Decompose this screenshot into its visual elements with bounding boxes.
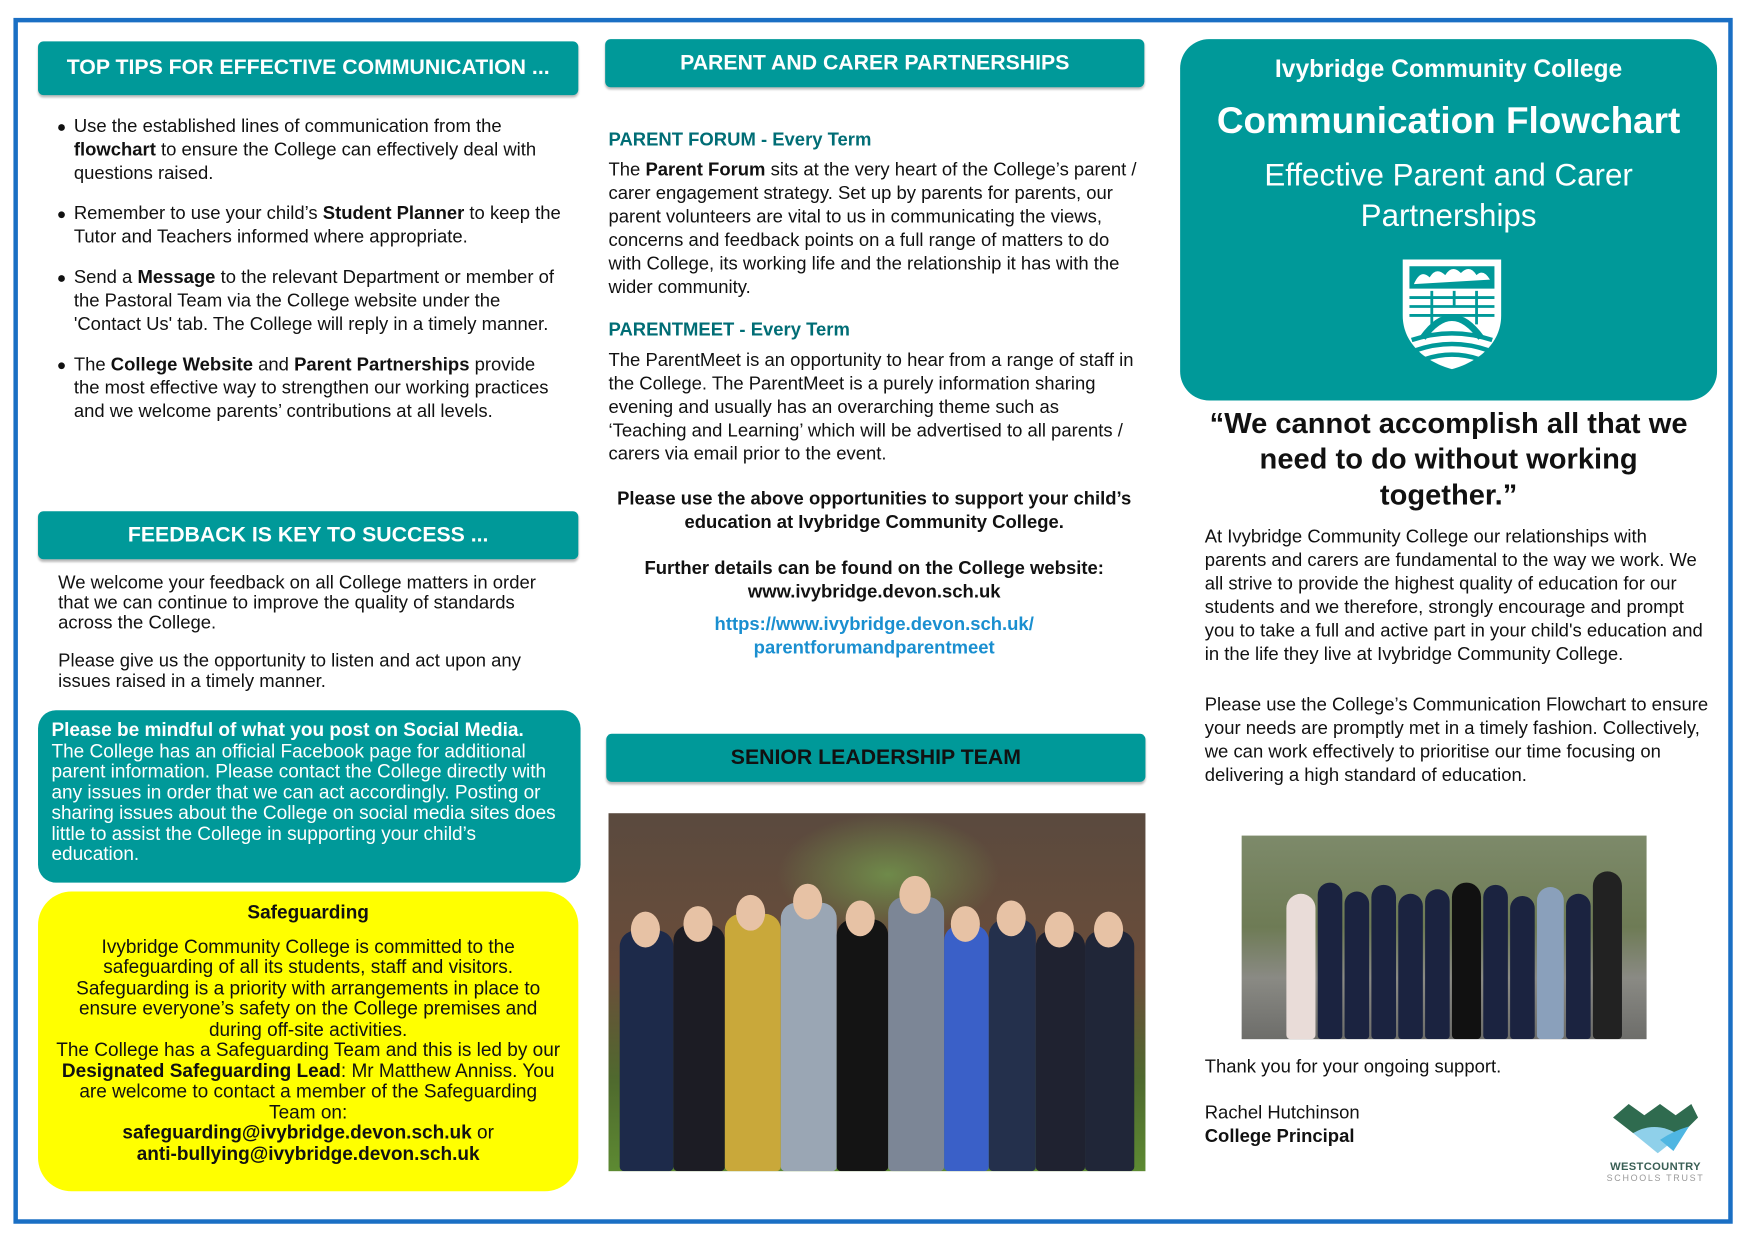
lead-label: Designated Safeguarding Lead [61, 1059, 341, 1082]
tip-item [58, 202, 561, 249]
tip-text: Remember to use your child’s [73, 203, 323, 224]
tip-text: provide the most effective way to strengthen our working practices and we welcome parents’ contributions at all levels. [73, 354, 549, 422]
letter-paragraph: At Ivybridge Community College our relationships with parents and carers are fundamental to the way we work. We all strive to provide the highest quality of education for our students and we therefore, strongly encourage and prompt you to take a full and active part in your child's education and in the life they live at Ivybridge Community College. [1204, 526, 1703, 665]
tip-text: to the relevant Department or member of the Pastoral Team via the College website under the 'Contact Us' tab. The College will reply in a timely manner. [73, 267, 554, 335]
slt-header [606, 734, 1145, 782]
tips-header-text: TOP TIPS FOR EFFECTIVE COMMUNICATION ... [66, 55, 550, 80]
tip-text: Send a [73, 267, 138, 288]
safeguarding-box [38, 892, 578, 1192]
text: or [471, 1121, 494, 1144]
website-text[interactable]: www.ivybridge.devon.sch.uk [747, 581, 1001, 602]
tip-item [58, 353, 561, 423]
tip-bold: College Website [110, 354, 254, 375]
social-media-body: The College has an official Facebook page for additional parent information. Please contact the College directly with any issues in order that we can act accordingly. Posting or sharing issues about the College on social media sites does little to assist the College in supporting your child’s education. [51, 739, 556, 865]
slt-photo [609, 813, 1146, 1171]
westcountry-logo-icon [1611, 1102, 1700, 1156]
text: sits at the very heart of the College’s parent / carer engagement strategy. Set up by parents for parents, our parent volunteers are vital to us in communicating the views, concerns and feedback points on a full range of matters to do with College, its working life and the relationship it has with the wider community. [608, 159, 1137, 298]
further-details: Further details can be found on the College website: [644, 558, 1104, 579]
partnerships-header [605, 39, 1144, 87]
text: : Mr Matthew Anniss. You are welcome to contact a member of the Safeguarding Team on: [79, 1059, 555, 1123]
partnerships-text [609, 129, 1140, 660]
parent-forum-body [609, 159, 1140, 300]
safeguarding-email[interactable]: safeguarding@ivybridge.devon.sch.uk [122, 1121, 472, 1144]
feedback-paragraph: We welcome your feedback on all College matters in order that we can continue to improve the quality of standards across the College. [58, 572, 536, 634]
tip-text: Use the established lines of communication from the [73, 116, 502, 137]
feedback-header [38, 511, 578, 559]
college-crest-icon [1398, 257, 1505, 371]
tip-text: and [253, 354, 295, 375]
principal-letter [1205, 526, 1711, 788]
document-subtitle: Effective Parent and Carer Partnerships [1264, 157, 1633, 233]
principal-name: Rachel Hutchinson [1204, 1102, 1360, 1124]
letter-paragraph: Please use the College’s Communication Flowchart to ensure your needs are promptly met in a timely fashion. Collectively, we can work effectively to prioritise our time focusing on delivering a high standard of education. [1204, 694, 1709, 786]
tip-bold: Message [137, 267, 216, 288]
principal-quote: “We cannot accomplish all that we need to do without working together.” [1209, 406, 1688, 512]
anti-bullying-email[interactable]: anti-bullying@ivybridge.devon.sch.uk [136, 1142, 480, 1164]
safeguarding-lead [54, 1040, 563, 1123]
parentmeet-body: The ParentMeet is an opportunity to hear from a range of staff in the College. The ParentMeet is a purely information sharing evening and usually has an overarching theme such as ‘Teaching and Learning’ which will be advertised to all parents / carers via email prior to the event. [608, 350, 1134, 465]
feedback-header-text: FEEDBACK IS KEY TO SUCCESS ... [127, 522, 489, 547]
tip-text: to ensure the College can effectively deal with questions raised. [73, 139, 537, 184]
tips-header [38, 41, 578, 95]
safeguarding-title: Safeguarding [247, 901, 369, 923]
forum-link-path[interactable]: parentforumandparentmeet [753, 637, 995, 658]
logo-subtext: SCHOOLS TRUST [1606, 1173, 1705, 1184]
tip-bold: Student Planner [322, 203, 465, 224]
text-bold: Parent Forum [645, 159, 766, 181]
text: The College has a Safeguarding Team and this is led by our [56, 1039, 561, 1061]
forum-link[interactable]: https://www.ivybridge.devon.sch.uk/ [714, 614, 1034, 635]
tips-list [58, 115, 561, 441]
partnerships-header-text: PARENT AND CARER PARTNERSHIPS [680, 50, 1070, 75]
tip-bold: flowchart [73, 139, 156, 160]
slt-header-text: SENIOR LEADERSHIP TEAM [730, 745, 1021, 770]
cta-text: Please use the above opportunities to support your child’s education at Ivybridge Community College. [617, 488, 1132, 533]
social-media-title: Please be mindful of what you post on Social Media. [51, 719, 524, 741]
text: The [608, 159, 646, 181]
tip-item [58, 266, 561, 336]
logo-text: WESTCOUNTRY [1610, 1161, 1701, 1174]
college-name: Ivybridge Community College [1274, 54, 1623, 83]
students-photo [1242, 836, 1647, 1040]
tip-bold: Parent Partnerships [294, 354, 470, 375]
thanks-text: Thank you for your ongoing support. [1204, 1057, 1502, 1078]
safeguarding-body: Ivybridge Community College is committed to the safeguarding of all its students, staff and visitors. Safeguarding is a priority with arrangements in place to ensure everyone’s safety on the College premises and during off-site activities. [76, 935, 541, 1040]
feedback-text [58, 573, 561, 692]
tip-item [58, 115, 561, 185]
tip-text: to keep the Tutor and Teachers informed where appropriate. [73, 203, 561, 248]
title-card [1180, 39, 1717, 400]
westcountry-logo [1594, 1102, 1717, 1191]
tip-text: The [73, 354, 111, 375]
parent-forum-title: PARENT FORUM - Every Term [608, 129, 872, 150]
social-media-box [38, 710, 581, 882]
feedback-paragraph: Please give us the opportunity to listen and act upon any issues raised in a timely manner. [58, 651, 521, 692]
principal-role: College Principal [1204, 1126, 1355, 1147]
parentmeet-title: PARENTMEET - Every Term [608, 319, 850, 341]
document-title: Communication Flowchart [1216, 99, 1681, 141]
